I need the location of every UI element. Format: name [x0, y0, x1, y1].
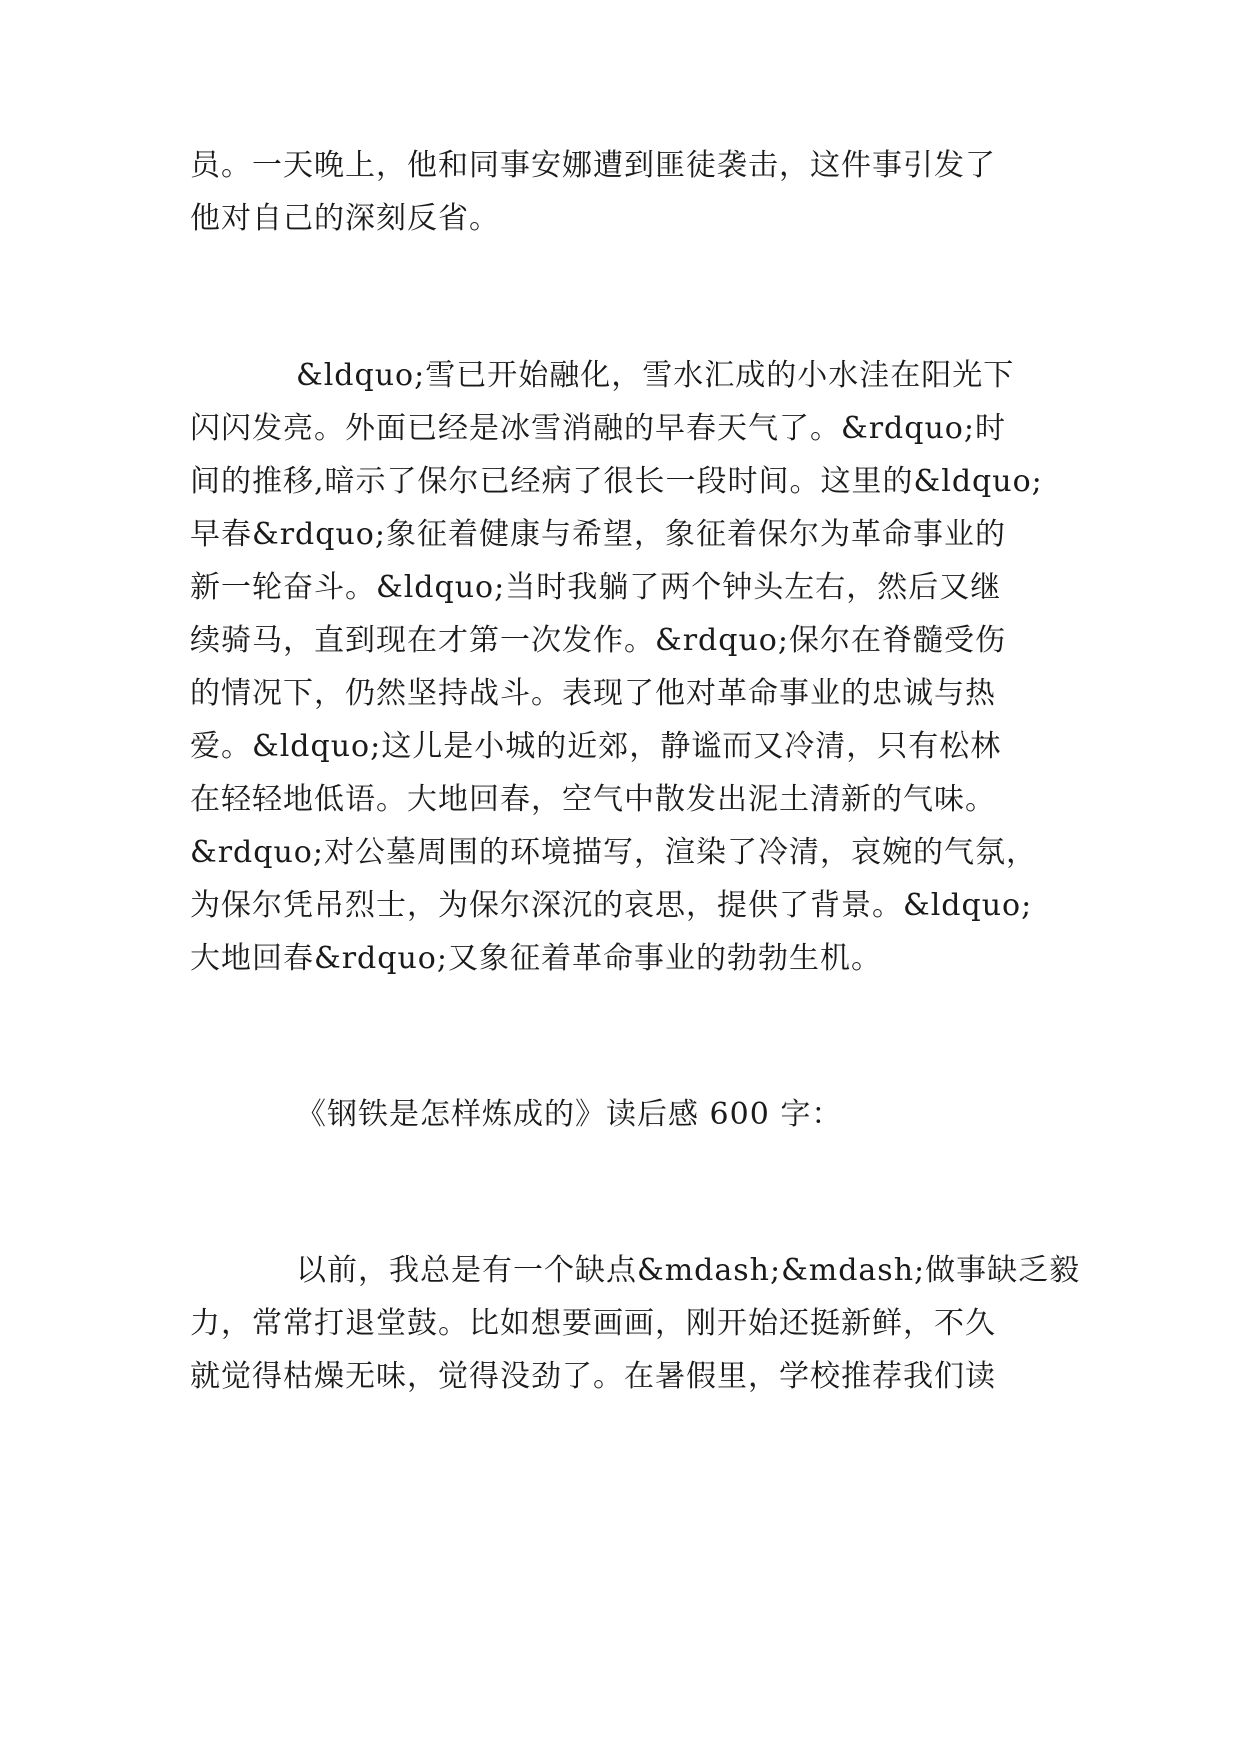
paragraph-1-line-2: 他对自己的深刻反省。: [190, 201, 500, 236]
paragraph-2-line-6: 续骑马，直到现在才第一次发作。&rdquo;保尔在脊髓受伤: [190, 623, 1006, 658]
paragraph-2-line-7: 的情况下，仍然坚持战斗。表现了他对革命事业的忠诚与热: [190, 676, 996, 711]
paragraph-3-line-3: 就觉得枯燥无味，觉得没劲了。在暑假里，学校推荐我们读: [190, 1359, 996, 1394]
paragraph-1-line-1: 员。一天晚上，他和同事安娜遭到匪徒袭击，这件事引发了: [190, 148, 996, 183]
section-heading: 《钢铁是怎样炼成的》读后感 600 字：: [296, 1097, 843, 1132]
paragraph-2-line-2: 闪闪发亮。外面已经是冰雪消融的早春天气了。&rdquo;时: [190, 411, 1006, 446]
paragraph-2-line-3: 间的推移,暗示了保尔已经病了很长一段时间。这里的&ldquo;: [190, 464, 1043, 499]
paragraph-3-line-1: 以前，我总是有一个缺点&mdash;&mdash;做事缺乏毅: [296, 1253, 1081, 1288]
paragraph-2-line-11: 为保尔凭吊烈士，为保尔深沉的哀思，提供了背景。&ldquo;: [190, 888, 1033, 923]
paragraph-2-line-12: 大地回春&rdquo;又象征着革命事业的勃勃生机。: [190, 941, 882, 976]
paragraph-2-line-4: 早春&rdquo;象征着健康与希望，象征着保尔为革命事业的: [190, 517, 1006, 552]
paragraph-2-line-1: &ldquo;雪已开始融化，雪水汇成的小水洼在阳光下: [296, 358, 1015, 393]
paragraph-2-line-8: 爱。&ldquo;这儿是小城的近郊，静谧而又冷清，只有松林: [190, 729, 1002, 764]
paragraph-3-line-2: 力，常常打退堂鼓。比如想要画画，刚开始还挺新鲜，不久: [190, 1306, 996, 1341]
paragraph-2-line-9: 在轻轻地低语。大地回春，空气中散发出泥土清新的气味。: [190, 782, 996, 817]
paragraph-2-line-10: &rdquo;对公墓周围的环境描写，渲染了冷清，哀婉的气氛，: [190, 835, 1037, 870]
paragraph-2-line-5: 新一轮奋斗。&ldquo;当时我躺了两个钟头左右，然后又继: [190, 570, 1002, 605]
